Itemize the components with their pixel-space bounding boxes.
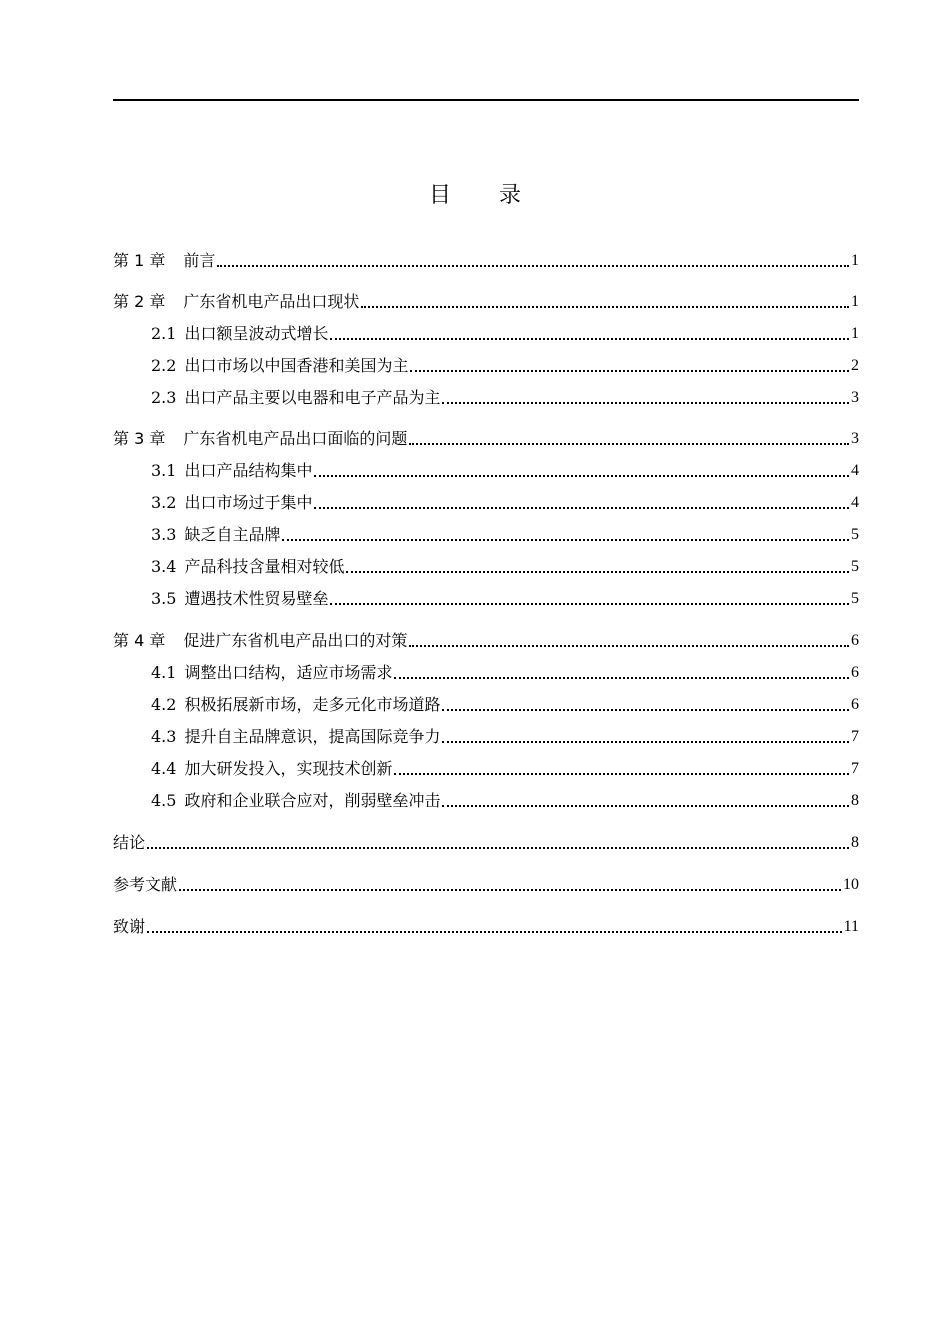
toc-entry-page: 3 — [851, 430, 859, 447]
toc-entry-label: 政府和企业联合应对，削弱壁垒冲击 — [184, 791, 441, 810]
dot-leader — [361, 306, 849, 308]
toc-entry-page: 3 — [851, 389, 859, 406]
dot-leader — [282, 539, 849, 541]
toc-entry-number: 3.4 — [151, 557, 177, 576]
toc-entry-section-4-4[interactable] — [113, 756, 859, 780]
toc-entry-label: 广东省机电产品出口现状 — [183, 292, 360, 311]
toc-entry-number: 4.4 — [151, 759, 177, 778]
toc-entry-page: 1 — [851, 293, 859, 310]
toc-entry-section-3-2[interactable] — [113, 490, 859, 514]
toc-entry-page: 6 — [851, 696, 859, 713]
toc-entry-chapter-3[interactable] — [113, 426, 859, 450]
toc-entry-number: 2.2 — [151, 356, 177, 375]
toc-entry-section-3-1[interactable] — [113, 458, 859, 482]
toc-entry-label: 提升自主品牌意识，提高国际竞争力 — [184, 727, 441, 746]
toc-entry-references[interactable] — [113, 872, 859, 896]
toc-entry-page: 1 — [851, 252, 859, 269]
toc-entry-section-2-1[interactable] — [113, 321, 859, 345]
toc-entry-page: 11 — [843, 918, 859, 935]
dot-leader — [147, 847, 849, 849]
toc-entry-label: 参考文献 — [113, 875, 178, 894]
toc-entry-conclusion[interactable] — [113, 830, 859, 854]
toc-entry-page: 5 — [851, 558, 859, 575]
toc-entry-page: 6 — [851, 664, 859, 681]
toc-entry-number: 3.5 — [151, 589, 177, 608]
toc-entry-number: 3.2 — [151, 493, 177, 512]
toc-entry-page: 2 — [851, 357, 859, 374]
toc-entry-number: 4.2 — [151, 695, 177, 714]
dot-leader — [346, 571, 849, 573]
toc-entry-number: 4.5 — [151, 791, 177, 810]
dot-leader — [314, 475, 849, 477]
toc-entry-section-3-4[interactable] — [113, 554, 859, 578]
toc-entry-page: 5 — [851, 590, 859, 607]
toc-entry-label: 缺乏自主品牌 — [184, 525, 281, 544]
dot-leader — [442, 709, 849, 711]
toc-entry-section-3-5[interactable] — [113, 586, 859, 610]
toc-entry-number: 第 4 章 — [113, 631, 166, 650]
header-rule — [113, 99, 859, 101]
toc-entry-number: 第 1 章 — [113, 251, 166, 270]
toc-entry-section-3-3[interactable] — [113, 522, 859, 546]
toc-entry-page: 10 — [843, 876, 859, 893]
dot-leader — [410, 370, 849, 372]
dot-leader — [409, 645, 849, 647]
toc-entry-page: 8 — [851, 834, 859, 851]
toc-entry-label: 前言 — [183, 251, 216, 270]
toc-entry-label: 加大研发投入，实现技术创新 — [184, 759, 393, 778]
toc-entry-number: 4.3 — [151, 727, 177, 746]
toc-entry-label: 调整出口结构，适应市场需求 — [184, 663, 393, 682]
toc-entry-number: 4.1 — [151, 663, 177, 682]
toc-entry-page: 7 — [851, 728, 859, 745]
toc-entry-number: 3.1 — [151, 461, 177, 480]
toc-entry-chapter-2[interactable] — [113, 289, 859, 313]
toc-entry-section-4-1[interactable] — [113, 660, 859, 684]
toc-entry-section-2-2[interactable] — [113, 353, 859, 377]
toc-entry-label: 出口产品结构集中 — [184, 461, 313, 480]
toc-entry-section-4-3[interactable] — [113, 724, 859, 748]
toc-entry-number: 第 2 章 — [113, 292, 166, 311]
toc-entry-page: 5 — [851, 526, 859, 543]
dot-leader — [330, 338, 849, 340]
toc-entry-chapter-1[interactable] — [113, 248, 859, 272]
toc-entry-page: 4 — [851, 494, 859, 511]
toc-entry-label: 遭遇技术性贸易壁垒 — [184, 589, 329, 608]
toc-entry-number: 2.1 — [151, 324, 177, 343]
toc-entry-label: 出口市场以中国香港和美国为主 — [184, 356, 409, 375]
toc-entry-page: 6 — [851, 632, 859, 649]
toc-entry-chapter-4[interactable] — [113, 628, 859, 652]
toc-entry-label: 出口产品主要以电器和电子产品为主 — [184, 388, 441, 407]
toc-entry-number: 3.3 — [151, 525, 177, 544]
dot-leader — [179, 889, 841, 891]
dot-leader — [442, 805, 849, 807]
toc-entry-page: 8 — [851, 792, 859, 809]
toc-entry-section-2-3[interactable] — [113, 385, 859, 409]
dot-leader — [394, 677, 849, 679]
toc-entry-label: 产品科技含量相对较低 — [184, 557, 345, 576]
toc-entry-label: 积极拓展新市场，走多元化市场道路 — [184, 695, 441, 714]
toc-title: 目录 — [428, 183, 569, 208]
dot-leader — [442, 402, 849, 404]
toc-entry-section-4-2[interactable] — [113, 692, 859, 716]
toc-entry-acknowledgements[interactable] — [113, 914, 859, 938]
toc-entry-label: 出口额呈波动式增长 — [184, 324, 329, 343]
toc-entry-label: 广东省机电产品出口面临的问题 — [183, 429, 408, 448]
toc-entry-label: 出口市场过于集中 — [184, 493, 313, 512]
toc-entry-page: 7 — [851, 760, 859, 777]
toc-entry-label: 结论 — [113, 833, 146, 852]
toc-entry-label: 致谢 — [113, 917, 146, 936]
dot-leader — [147, 931, 842, 933]
dot-leader — [442, 741, 849, 743]
dot-leader — [409, 443, 849, 445]
toc-entry-number: 2.3 — [151, 388, 177, 407]
toc-entry-label: 促进广东省机电产品出口的对策 — [183, 631, 408, 650]
toc-entry-page: 4 — [851, 462, 859, 479]
dot-leader — [394, 773, 849, 775]
dot-leader — [330, 603, 849, 605]
toc-entry-page: 1 — [851, 325, 859, 342]
dot-leader — [314, 507, 849, 509]
toc-entry-number: 第 3 章 — [113, 429, 166, 448]
dot-leader — [217, 265, 849, 267]
toc-entry-section-4-5[interactable] — [113, 788, 859, 812]
